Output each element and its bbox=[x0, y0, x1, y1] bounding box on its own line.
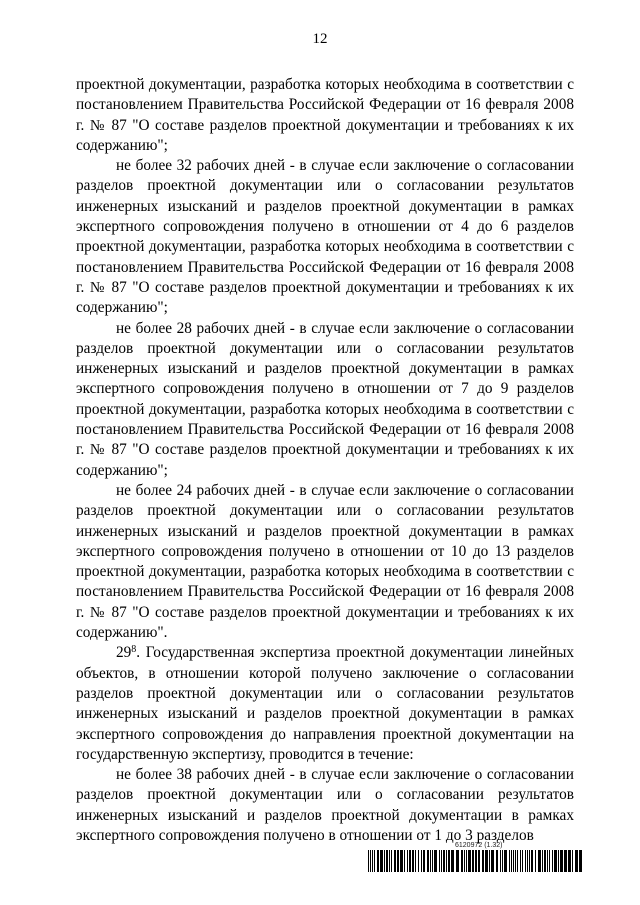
page-number: 12 bbox=[312, 31, 328, 47]
paragraph-3: не более 28 рабочих дней - в случае если заключение о согласовании разделов проектной документации или о согласовании результатов инженерных изысканий и разделов проектной документации в рамках экспертного сопровождения получено в отношении от 7 до 9 разделов проектной документации, разработка которых необходима в соответствии с постановлением Правительства Российской Федерации от 16 февраля 2008 г. № 87 "О составе разделов проектной документации и требованиях к их содержанию"; bbox=[76, 319, 574, 479]
paragraph-1: проектной документации, разработка которых необходима в соответствии с постановлением Правительства Российской Федерации от 16 февраля 2008 г. № 87 "О составе разделов проектной документации и требованиях к их содержанию"; bbox=[76, 76, 574, 154]
clause-paragraph bbox=[76, 643, 574, 765]
paragraph-4: не более 24 рабочих дней - в случае если заключение о согласовании разделов проектной документации или о согласовании результатов инженерных изысканий и разделов проектной документации в рамках экспертного сопровождения получено в отношении от 10 до 13 разделов проектной документации, разработка которых необходима в соответствии с постановлением Правительства Российской Федерации от 16 февраля 2008 г. № 87 "О составе разделов проектной документации и требованиях к их содержанию". bbox=[76, 481, 574, 642]
clause-superscript: 8 bbox=[131, 644, 137, 656]
barcode-image bbox=[368, 850, 584, 872]
clause-number: 29 bbox=[116, 644, 132, 662]
paragraph-6: не более 38 рабочих дней - в случае если заключение о согласовании разделов проектной документации или о согласовании результатов инженерных изысканий и разделов проектной документации в рамках экспертного сопровождения получено в отношении от 1 до 3 разделов bbox=[76, 766, 574, 844]
document-body bbox=[76, 75, 574, 846]
clause-text: . Государственная экспертиза проектной документации линейных объектов, в отношении которой получено заключение о согласовании разделов проектной документации или о согласовании результатов инженерных изысканий и разделов проектной документации в рамках экспертного сопровождения до направления проектной документации на государственную экспертизу, проводится в течение: bbox=[76, 644, 574, 763]
paragraph-2: не более 32 рабочих дней - в случае если заключение о согласовании разделов проектной документации или о согласовании результатов инженерных изысканий и разделов проектной документации в рамках экспертного сопровождения получено в отношении от 4 до 6 разделов проектной документации, разработка которых необходима в соответствии с постановлением Правительства Российской Федерации от 16 февраля 2008 г. № 87 "О составе разделов проектной документации и требованиях к их содержанию"; bbox=[76, 157, 574, 317]
footer-document-code: 6120972 (1.32) bbox=[455, 842, 503, 849]
